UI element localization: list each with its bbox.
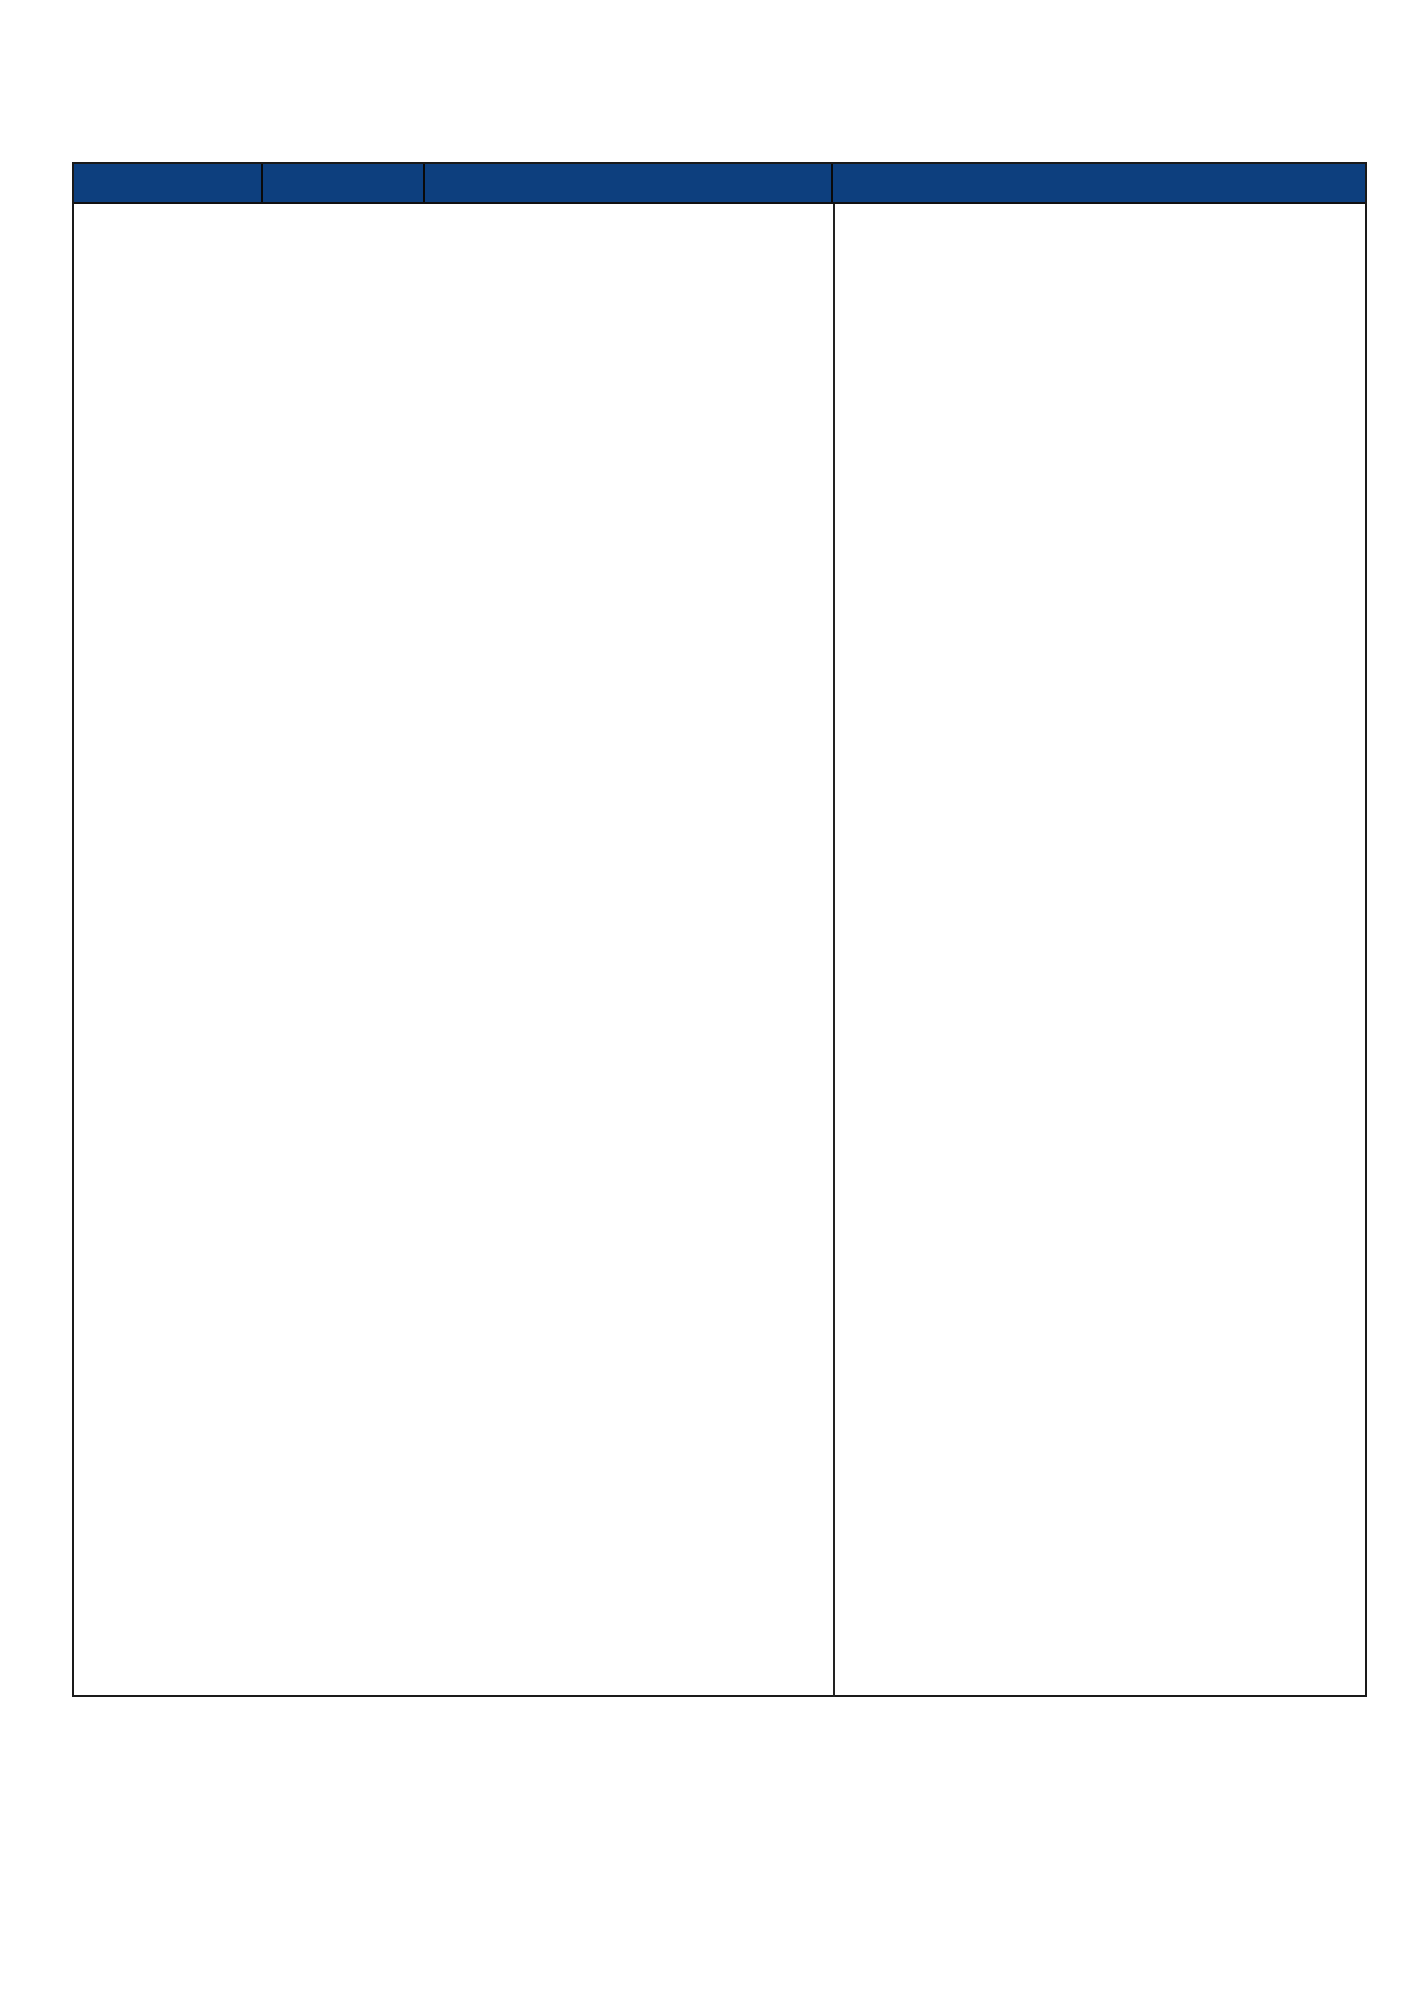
timetable [72, 162, 1367, 1697]
column-header-time [74, 164, 263, 202]
column-header-notes [833, 164, 1365, 202]
polleys-logo [908, 48, 1368, 118]
table-header [74, 164, 1365, 204]
column-header-position [425, 164, 833, 202]
notes-column-divider [833, 204, 835, 1697]
column-header-direction [263, 164, 425, 202]
